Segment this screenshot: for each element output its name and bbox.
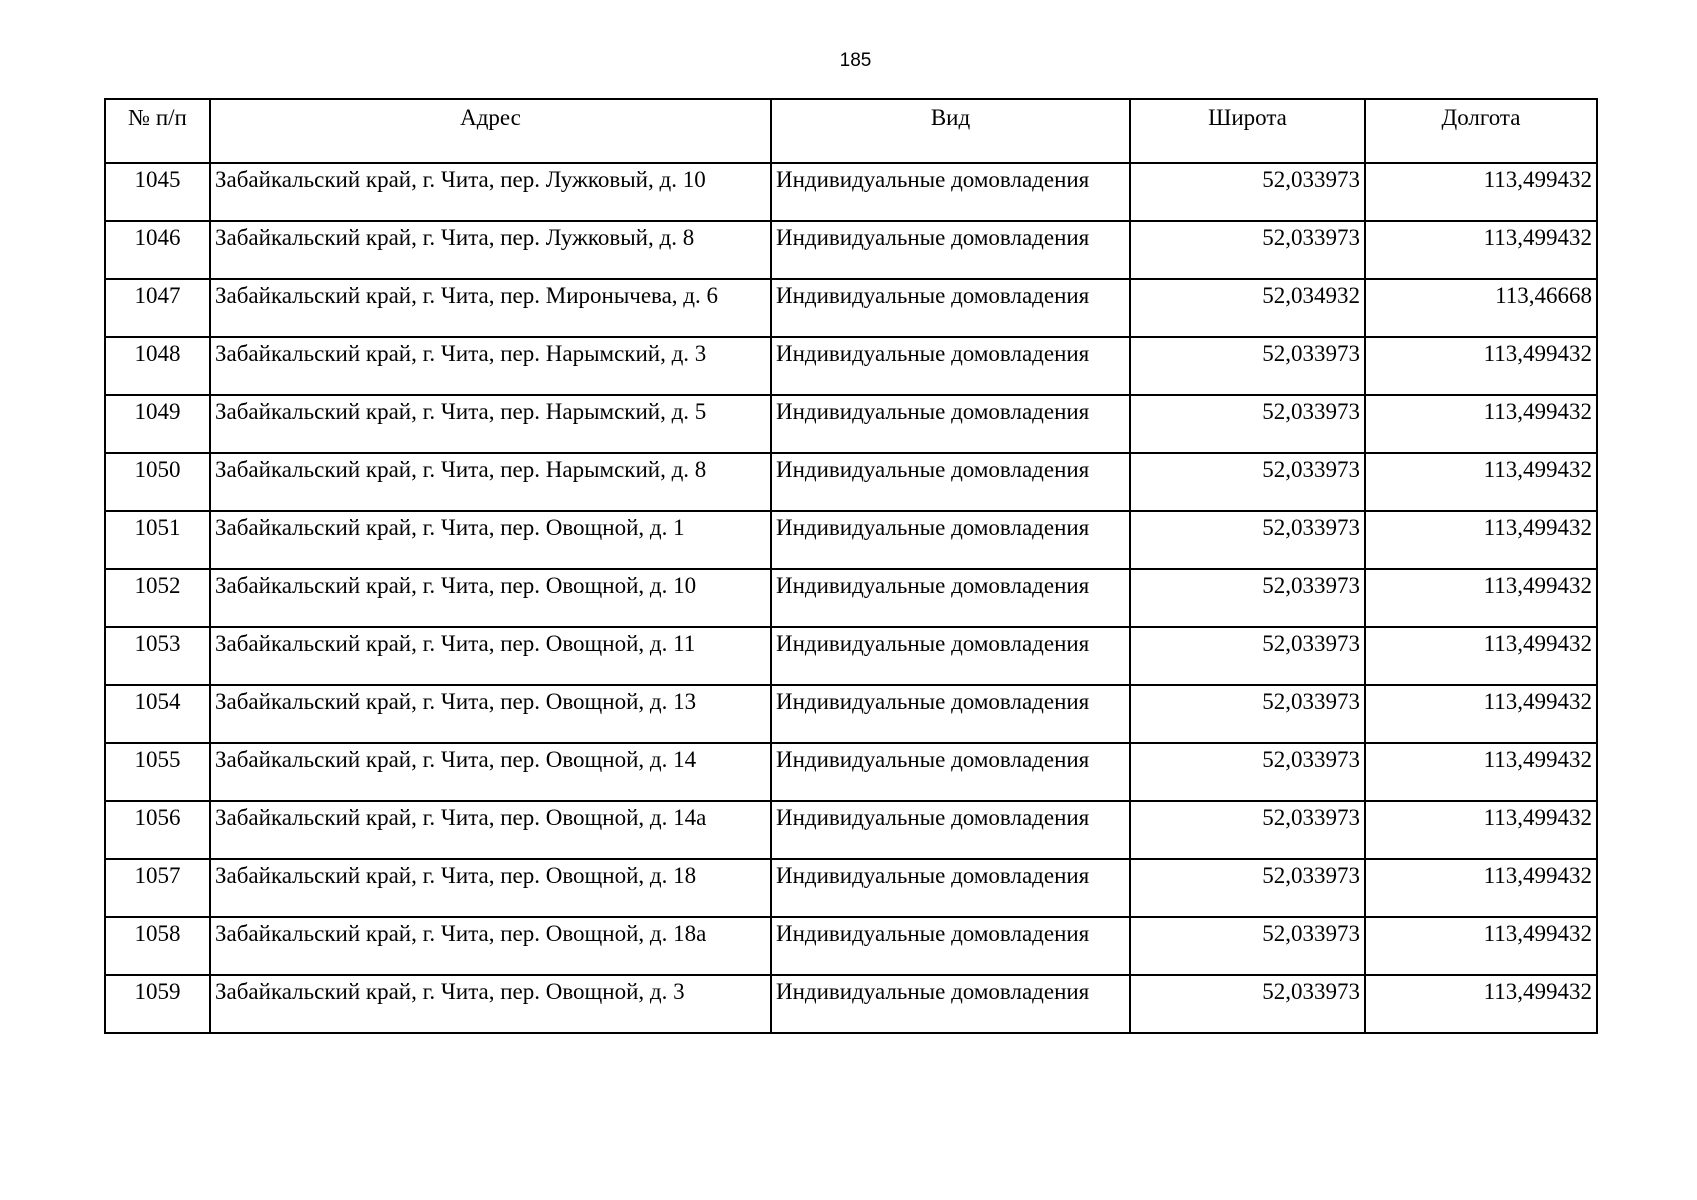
cell-longitude: 113,499432 [1365, 337, 1597, 395]
cell-latitude: 52,033973 [1130, 453, 1365, 511]
cell-type: Индивидуальные домовладения [771, 163, 1130, 221]
cell-type: Индивидуальные домовладения [771, 221, 1130, 279]
cell-latitude: 52,033973 [1130, 685, 1365, 743]
cell-num: 1057 [105, 859, 210, 917]
cell-longitude: 113,499432 [1365, 917, 1597, 975]
cell-longitude: 113,499432 [1365, 859, 1597, 917]
cell-latitude: 52,033973 [1130, 395, 1365, 453]
cell-num: 1050 [105, 453, 210, 511]
cell-address: Забайкальский край, г. Чита, пер. Миронычева, д. 6 [210, 279, 771, 337]
header-num: № п/п [105, 99, 210, 163]
address-table [104, 98, 1598, 1034]
cell-address: Забайкальский край, г. Чита, пер. Овощной, д. 13 [210, 685, 771, 743]
table-row [105, 163, 1597, 221]
cell-longitude: 113,499432 [1365, 685, 1597, 743]
cell-address: Забайкальский край, г. Чита, пер. Овощной, д. 18а [210, 917, 771, 975]
cell-longitude: 113,499432 [1365, 627, 1597, 685]
cell-latitude: 52,033973 [1130, 743, 1365, 801]
cell-longitude: 113,499432 [1365, 221, 1597, 279]
cell-type: Индивидуальные домовладения [771, 279, 1130, 337]
table-header-row [105, 99, 1597, 163]
cell-latitude: 52,033973 [1130, 569, 1365, 627]
table-row [105, 453, 1597, 511]
cell-latitude: 52,033973 [1130, 801, 1365, 859]
table-row [105, 569, 1597, 627]
cell-latitude: 52,033973 [1130, 163, 1365, 221]
table-row [105, 859, 1597, 917]
cell-type: Индивидуальные домовладения [771, 511, 1130, 569]
cell-type: Индивидуальные домовладения [771, 453, 1130, 511]
table-row [105, 801, 1597, 859]
cell-latitude: 52,033973 [1130, 975, 1365, 1033]
table-row [105, 395, 1597, 453]
cell-address: Забайкальский край, г. Чита, пер. Овощной, д. 10 [210, 569, 771, 627]
cell-address: Забайкальский край, г. Чита, пер. Нарымский, д. 8 [210, 453, 771, 511]
table-row [105, 627, 1597, 685]
cell-type: Индивидуальные домовладения [771, 743, 1130, 801]
table-row [105, 743, 1597, 801]
cell-longitude: 113,499432 [1365, 975, 1597, 1033]
header-latitude: Широта [1130, 99, 1365, 163]
cell-num: 1046 [105, 221, 210, 279]
cell-type: Индивидуальные домовладения [771, 859, 1130, 917]
table-row [105, 917, 1597, 975]
table-row [105, 975, 1597, 1033]
cell-num: 1045 [105, 163, 210, 221]
cell-address: Забайкальский край, г. Чита, пер. Овощной, д. 1 [210, 511, 771, 569]
cell-address: Забайкальский край, г. Чита, пер. Овощной, д. 11 [210, 627, 771, 685]
cell-longitude: 113,499432 [1365, 569, 1597, 627]
cell-latitude: 52,033973 [1130, 627, 1365, 685]
cell-num: 1047 [105, 279, 210, 337]
table-row [105, 685, 1597, 743]
cell-latitude: 52,033973 [1130, 337, 1365, 395]
cell-num: 1051 [105, 511, 210, 569]
page-number: 185 [839, 50, 872, 71]
cell-num: 1053 [105, 627, 210, 685]
cell-type: Индивидуальные домовладения [771, 569, 1130, 627]
header-longitude: Долгота [1365, 99, 1597, 163]
cell-num: 1054 [105, 685, 210, 743]
table-row [105, 511, 1597, 569]
cell-type: Индивидуальные домовладения [771, 627, 1130, 685]
cell-type: Индивидуальные домовладения [771, 801, 1130, 859]
cell-type: Индивидуальные домовладения [771, 395, 1130, 453]
cell-latitude: 52,033973 [1130, 221, 1365, 279]
cell-longitude: 113,499432 [1365, 395, 1597, 453]
cell-longitude: 113,499432 [1365, 453, 1597, 511]
cell-address: Забайкальский край, г. Чита, пер. Лужковый, д. 10 [210, 163, 771, 221]
cell-num: 1055 [105, 743, 210, 801]
cell-num: 1049 [105, 395, 210, 453]
cell-address: Забайкальский край, г. Чита, пер. Овощной, д. 14 [210, 743, 771, 801]
cell-type: Индивидуальные домовладения [771, 337, 1130, 395]
cell-longitude: 113,499432 [1365, 743, 1597, 801]
cell-longitude: 113,499432 [1365, 511, 1597, 569]
cell-address: Забайкальский край, г. Чита, пер. Овощной, д. 14а [210, 801, 771, 859]
cell-latitude: 52,033973 [1130, 859, 1365, 917]
cell-address: Забайкальский край, г. Чита, пер. Нарымский, д. 3 [210, 337, 771, 395]
table-row [105, 279, 1597, 337]
cell-type: Индивидуальные домовладения [771, 975, 1130, 1033]
cell-num: 1058 [105, 917, 210, 975]
cell-address: Забайкальский край, г. Чита, пер. Лужковый, д. 8 [210, 221, 771, 279]
cell-num: 1048 [105, 337, 210, 395]
cell-longitude: 113,46668 [1365, 279, 1597, 337]
cell-type: Индивидуальные домовладения [771, 917, 1130, 975]
cell-address: Забайкальский край, г. Чита, пер. Овощной, д. 3 [210, 975, 771, 1033]
cell-num: 1052 [105, 569, 210, 627]
cell-latitude: 52,034932 [1130, 279, 1365, 337]
cell-longitude: 113,499432 [1365, 801, 1597, 859]
cell-num: 1056 [105, 801, 210, 859]
header-type: Вид [771, 99, 1130, 163]
table-row [105, 337, 1597, 395]
header-address: Адрес [210, 99, 771, 163]
table-row [105, 221, 1597, 279]
cell-type: Индивидуальные домовладения [771, 685, 1130, 743]
cell-address: Забайкальский край, г. Чита, пер. Овощной, д. 18 [210, 859, 771, 917]
cell-latitude: 52,033973 [1130, 511, 1365, 569]
cell-num: 1059 [105, 975, 210, 1033]
cell-address: Забайкальский край, г. Чита, пер. Нарымский, д. 5 [210, 395, 771, 453]
cell-latitude: 52,033973 [1130, 917, 1365, 975]
cell-longitude: 113,499432 [1365, 163, 1597, 221]
